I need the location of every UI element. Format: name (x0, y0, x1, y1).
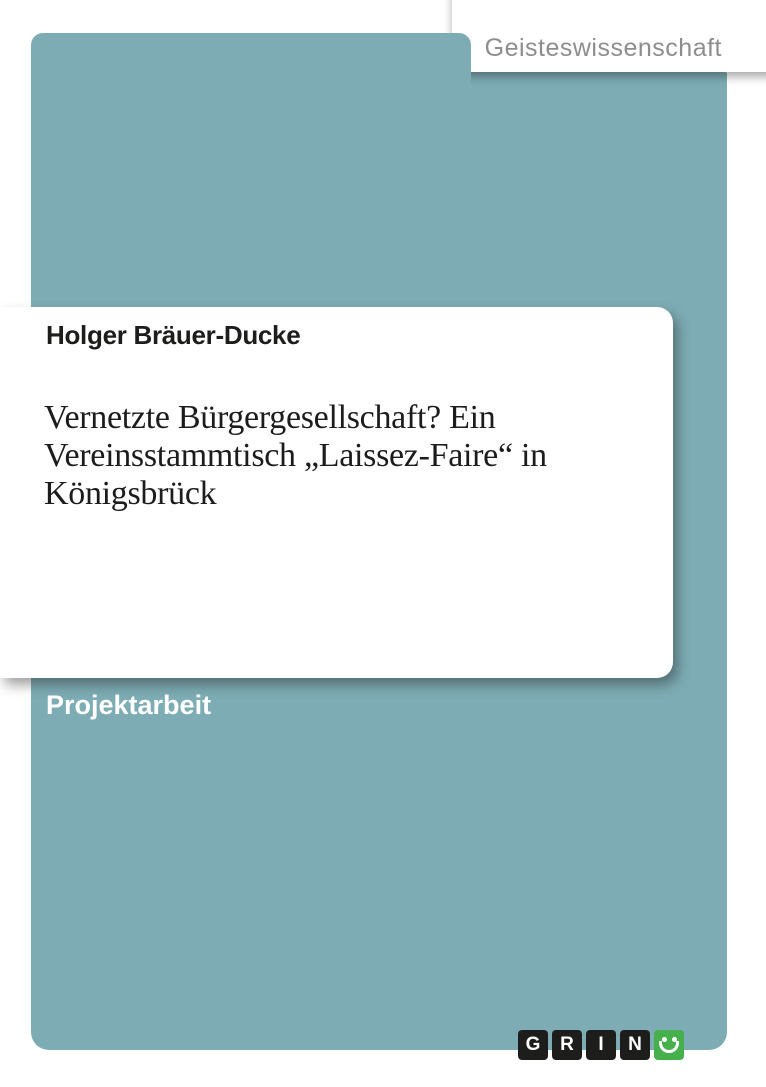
category-label: Geisteswissenschaft (484, 34, 722, 62)
title-line-1: Vernetzte Bürgergesellschaft? Ein (44, 399, 496, 436)
grin-logo (518, 1030, 684, 1060)
cover-background-top-block (31, 33, 471, 163)
title-line-3: Königsbrück (44, 475, 217, 512)
document-type-label: Projektarbeit (46, 690, 212, 720)
title-line-2: Vereinsstammtisch „Laissez-Faire“ in (44, 437, 547, 474)
book-title (44, 399, 644, 513)
smiley-mouth (659, 1041, 679, 1053)
grin-smiley-icon (654, 1030, 684, 1060)
logo-letter-tile-g: G (518, 1030, 548, 1060)
logo-letter-tile-r: R (552, 1030, 582, 1060)
logo-letter-tile-i: I (586, 1030, 616, 1060)
title-box (0, 307, 673, 678)
logo-letter-tile-n: N (620, 1030, 650, 1060)
author-name: Holger Bräuer-Ducke (46, 320, 301, 350)
